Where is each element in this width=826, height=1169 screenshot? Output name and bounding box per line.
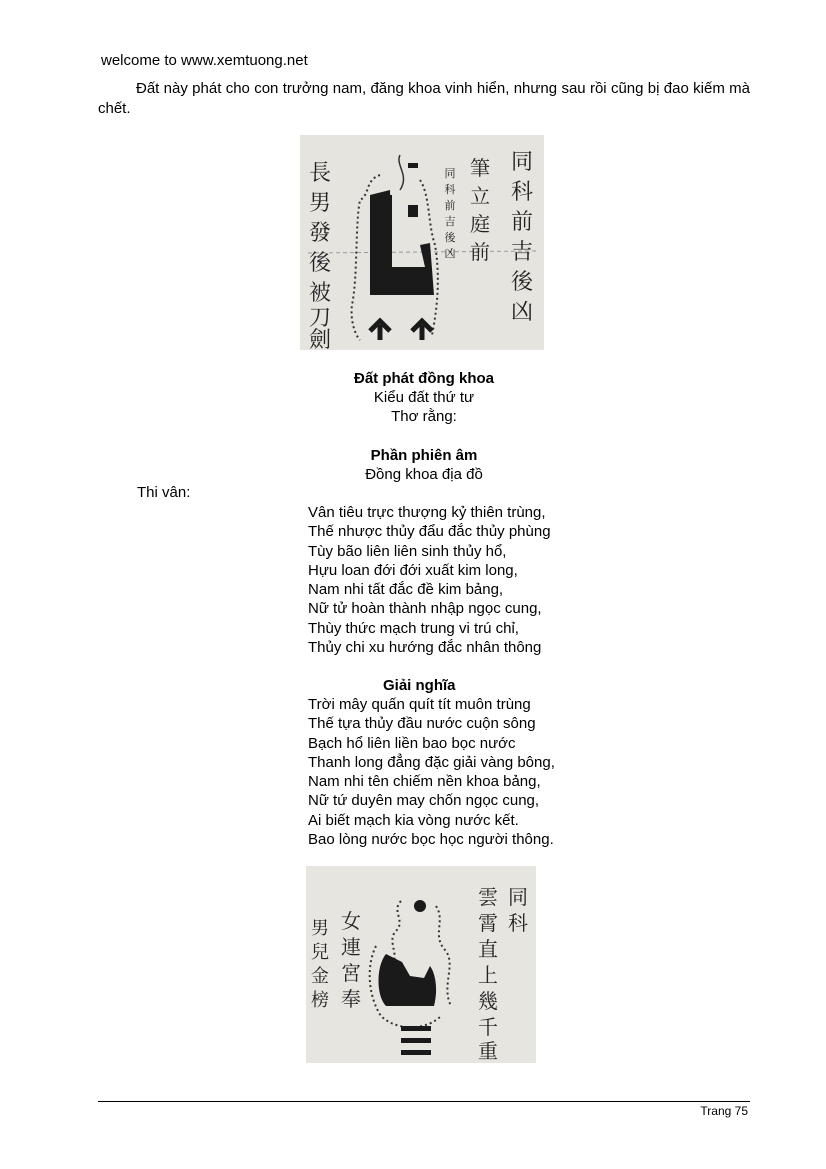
svg-text:男: 男 (311, 918, 329, 939)
svg-text:上: 上 (478, 963, 498, 987)
svg-text:幾: 幾 (478, 989, 498, 1013)
poem-line: Nam nhi tất đắc đề kim bảng, (308, 581, 504, 599)
svg-text:霄: 霄 (478, 911, 498, 935)
poem-line: Trời mây quấn quít tít muôn trùng (308, 696, 531, 713)
svg-text:前: 前 (444, 199, 456, 212)
svg-text:後: 後 (444, 231, 456, 244)
figure-2-drawing (306, 866, 536, 1063)
svg-text:凶: 凶 (444, 247, 456, 260)
svg-text:後: 後 (308, 251, 332, 276)
svg-text:吉: 吉 (510, 240, 534, 265)
svg-text:科: 科 (444, 183, 456, 196)
svg-text:雲: 雲 (478, 885, 498, 909)
svg-text:後: 後 (510, 270, 534, 295)
svg-text:長: 長 (308, 161, 332, 186)
svg-text:科: 科 (510, 180, 534, 205)
svg-text:同: 同 (508, 885, 528, 909)
svg-text:金: 金 (311, 966, 329, 987)
poem-line: Thùy thức mạch trung vi trú chỉ, (308, 619, 519, 637)
svg-text:男: 男 (308, 191, 332, 216)
dong-khoa-dia-do: Đồng khoa địa đồ (365, 466, 483, 483)
poem-line: Nam nhi tên chiếm nền khoa bảng, (308, 773, 541, 791)
poem-phien-am (308, 503, 551, 657)
thi-van-label: Thi vân: (137, 484, 191, 501)
poem-line: Nữ tứ duyên may chốn ngọc cung, (308, 792, 540, 810)
figure-2-col-2 (478, 885, 498, 1063)
svg-text:千: 千 (478, 1015, 498, 1039)
poem-line: Hựu loan đới đới xuất kim long, (308, 561, 518, 579)
poem-line: Nữ tử hoàn thành nhập ngọc cung, (308, 600, 542, 618)
svg-text:奉: 奉 (341, 987, 361, 1011)
intro-paragraph (98, 79, 750, 119)
svg-text:重: 重 (478, 1039, 498, 1063)
svg-text:直: 直 (478, 937, 498, 961)
svg-text:發: 發 (308, 221, 332, 246)
poem-line: Tùy bão liên liên sinh thủy hổ, (308, 542, 507, 560)
svg-text:榜: 榜 (311, 990, 329, 1011)
footer-rule (98, 1101, 750, 1102)
poem-line: Ai biết mạch kia vòng nước kết. (308, 811, 519, 829)
page-number: Trang 75 (700, 1104, 748, 1118)
svg-text:立: 立 (470, 184, 490, 208)
subheading-kieu-dat: Kiểu đất thứ tư (373, 389, 475, 406)
svg-text:科: 科 (508, 911, 528, 935)
heading-dat-phat: Đất phát đồng khoa (354, 370, 494, 387)
figure-1-drawing (300, 135, 544, 350)
svg-text:吉: 吉 (444, 215, 456, 228)
svg-text:宮: 宮 (341, 961, 361, 985)
svg-text:劍: 劍 (308, 328, 332, 350)
phan-phien-am-heading: Phần phiên âm (370, 447, 478, 464)
svg-text:前: 前 (470, 240, 490, 264)
svg-text:凶: 凶 (510, 300, 534, 325)
poem-line: Thế nhược thủy đẩu đắc thủy phùng (308, 523, 551, 541)
giai-nghia-heading: Giải nghĩa (383, 677, 456, 694)
poem-line: Thanh long đẳng đặc giải vàng bông, (308, 753, 555, 771)
poem-line: Thủy chi xu hướng đắc nhân thông (308, 639, 542, 657)
svg-text:兒: 兒 (311, 942, 329, 963)
feng-shui-figure-2 (306, 866, 536, 1063)
svg-text:連: 連 (341, 935, 361, 959)
svg-text:被: 被 (308, 281, 332, 306)
intro-text: Đất này phát cho con trưởng nam, đăng khoa vinh hiển, nhưng sau rồi cũng bị đao kiếm mà chết. (98, 80, 750, 117)
feng-shui-figure-1 (300, 135, 544, 350)
poem-line: Vân tiêu trực thượng kỷ thiên trùng, (308, 504, 546, 521)
svg-text:前: 前 (510, 210, 534, 235)
poem-line: Bao lòng nước bọc học người thông. (308, 831, 554, 849)
svg-text:庭: 庭 (470, 212, 490, 236)
poem-giai-nghia (308, 695, 555, 849)
svg-text:同: 同 (444, 167, 456, 180)
poem-line: Thế tựa thủy đầu nước cuộn sông (308, 715, 536, 733)
tho-rang-label: Thơ rằng: (391, 408, 457, 425)
svg-text:女: 女 (341, 909, 361, 933)
site-header: welcome to www.xemtuong.net (101, 52, 308, 69)
svg-text:同: 同 (510, 150, 534, 175)
svg-text:筆: 筆 (470, 156, 490, 180)
poem-line: Bạch hổ liên liền bao bọc nước (308, 734, 516, 752)
svg-text:刀: 刀 (308, 306, 332, 331)
